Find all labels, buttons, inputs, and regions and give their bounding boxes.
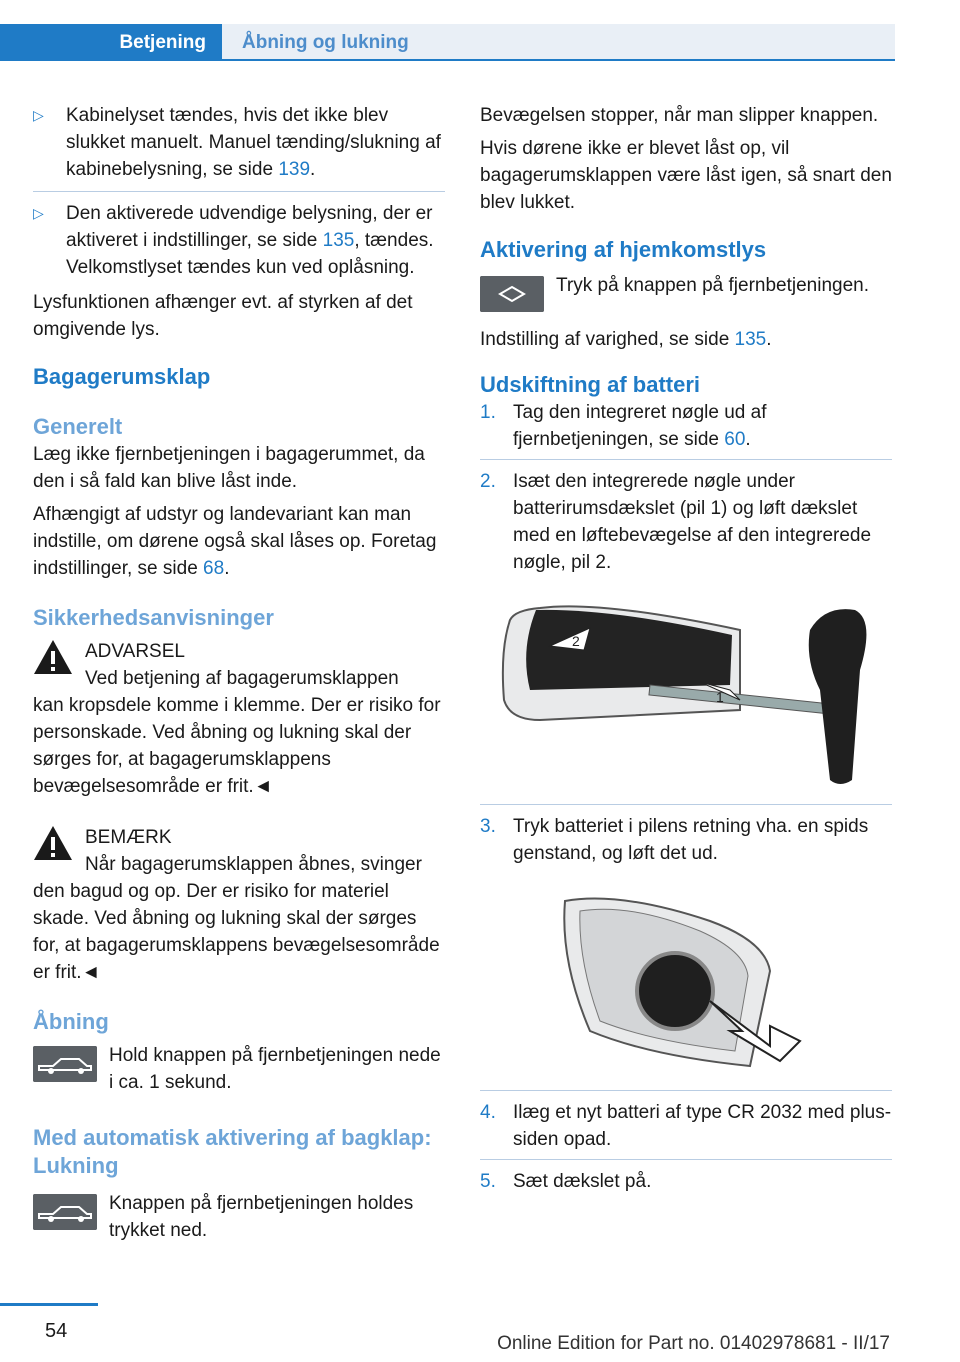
- warning-triangle-icon: [33, 824, 73, 862]
- divider: [33, 191, 445, 192]
- heading-auto-lukning: Med automatisk aktivering af bagklap: Lukning: [33, 1125, 432, 1178]
- divider: [480, 1090, 892, 1091]
- heading-hjemkomstlys: Aktivering af hjemkomstlys: [480, 237, 767, 262]
- page-link-60[interactable]: 60: [724, 429, 746, 450]
- heading-bagagerumsklap: Bagagerumsklap: [33, 364, 211, 389]
- page-link-139[interactable]: 139: [278, 159, 311, 180]
- arrow-label-1: 1: [716, 689, 724, 705]
- step-4: 4. Ilæg et nyt batteri af type CR 2032 med plus-siden opad.: [480, 1102, 892, 1150]
- left-column: [33, 102, 445, 1244]
- home-light-button-icon: [480, 276, 544, 312]
- warning-triangle-icon: [33, 638, 73, 676]
- paragraph-relock: Hvis dørene ikke er blevet låst op, vil bagagerumsklappen være låst igen, så snart den blev lukket.: [480, 138, 892, 213]
- instruction-aabning: Hold knappen på fjernbetjeningen nede i ca. 1 sekund.: [33, 1042, 445, 1096]
- warning-bemaerk: BEMÆRK Når bagagerumsklappen åbnes, svinger den bagud og op. Der er risiko for materiel skade. Ved åbning og lukning skal der sørges for, at bagagerumsklappens bevægelsesområde er frit.◄: [33, 824, 445, 986]
- heading-generelt: Generelt: [33, 414, 123, 439]
- instruction-hjemkomst: Tryk på knappen på fjernbetjeningen.: [480, 272, 892, 316]
- right-column: [480, 102, 892, 1201]
- paragraph-varighed: Indstilling af varighed, se side 135.: [480, 329, 772, 350]
- paragraph-generelt-1: Læg ikke fjernbetjeningen i bagagerummet, da den i så fald kan blive låst inde.: [33, 444, 425, 492]
- warning-text: kan kropsdele komme i klemme. Der er risiko for personskade. Ved åbning og lukning skal der sørges for, at bagagerumsklappens bevægelsesområde er frit.◄: [33, 695, 441, 797]
- header-rule: [222, 59, 895, 61]
- step-1: 1. Tag den integreret nøgle ud af fjernbetjeningen, se side 60.: [480, 402, 767, 450]
- paragraph-generelt-2: Afhængigt af udstyr og landevariant kan man indstille, om dørene også skal låses op. Foretag indstillinger, se side 68.: [33, 504, 437, 579]
- header-bar: [0, 24, 895, 61]
- step-2: 2. Isæt den integrerede nøgle under batterirumsdækslet (pil 1) og løft dækslet med en løftebevægelse af den integrerede nøgle, pil 2.: [480, 471, 872, 573]
- arrow-label-2: 2: [572, 633, 580, 649]
- paragraph-stop: Bevægelsen stopper, når man slipper knappen.: [480, 105, 879, 126]
- heading-sikkerhedsanvisninger: Sikkerhedsanvisninger: [33, 605, 274, 630]
- key-removal-illustration: [480, 590, 892, 790]
- tailgate-button-icon: [33, 1046, 97, 1082]
- page-number: 54: [45, 1320, 68, 1342]
- triangle-bullet-icon: ▷: [33, 205, 44, 221]
- page-link-135[interactable]: 135: [734, 329, 767, 350]
- warning-advarsel: ADVARSEL Ved betjening af bagagerumsklappen kan kropsdele komme i klemme. Der er risiko for personskade. Ved åbning og lukning skal der sørges for, at bagagerumsklappens bevægelsesområde er frit.◄: [33, 638, 445, 800]
- section-tab-aabning-og-lukning[interactable]: Åbning og lukning: [222, 24, 895, 61]
- footer-edition: Online Edition for Part no. 01402978681 - II/17: [497, 1333, 890, 1354]
- warning-label: ADVARSEL: [85, 641, 185, 662]
- page-link-68[interactable]: 68: [203, 558, 225, 579]
- divider: [480, 459, 892, 460]
- page-link-135[interactable]: 135: [322, 230, 355, 251]
- heading-aabning: Åbning: [33, 1009, 109, 1034]
- tailgate-button-icon: [33, 1194, 97, 1230]
- section-tab-betjening[interactable]: Betjening: [0, 24, 222, 61]
- divider: [480, 804, 892, 805]
- footer-rule: [0, 1303, 98, 1306]
- battery-removal-illustration: [480, 881, 892, 1076]
- step-3: 3. Tryk batteriet i pilens retning vha. en spids genstand, og løft det ud.: [480, 816, 869, 864]
- divider: [480, 1159, 892, 1160]
- instruction-auto-lukning: Knappen på fjernbetjeningen holdes trykket ned.: [33, 1190, 445, 1244]
- paragraph-light-function: Lysfunktionen afhænger evt. af styrken af det omgivende lys.: [33, 292, 413, 340]
- bullet-cabin-light: ▷ Kabinelyset tændes, hvis det ikke blev slukket manuelt. Manuel tænding/slukning af kabinebelysning, se side 139.: [33, 102, 445, 183]
- heading-batteri: Udskiftning af batteri: [480, 372, 701, 397]
- triangle-bullet-icon: ▷: [33, 107, 44, 123]
- bullet-exterior-light: ▷ Den aktiverede udvendige belysning, der er aktiveret i indstillinger, se side 135, tændes. Velkomstlyset tændes kun ved oplåsning.: [33, 200, 445, 281]
- step-5: 5. Sæt dækslet på.: [480, 1171, 652, 1192]
- warning-label: BEMÆRK: [85, 827, 172, 848]
- warning-text: den bagud og op. Der er risiko for materiel skade. Ved åbning og lukning skal der sørges for, at bagagerumsklappens bevægelsesområde er frit.◄: [33, 881, 440, 983]
